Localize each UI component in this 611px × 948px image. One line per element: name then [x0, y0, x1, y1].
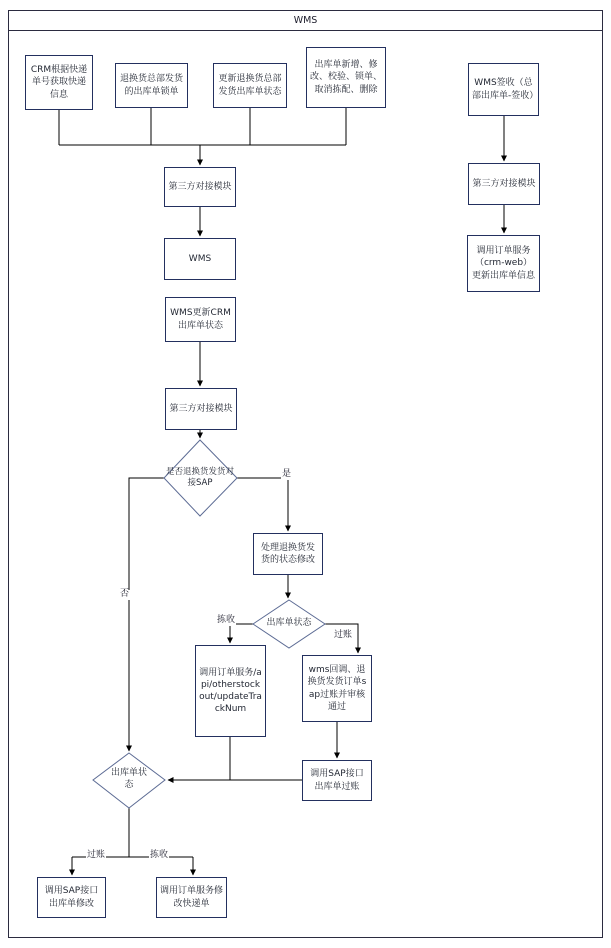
node-wms: WMS [164, 238, 236, 280]
node-call-order-crm: 调用订单服务（crm-web）更新出库单信息 [467, 235, 540, 292]
decision-sap-label: 是否退换货发货对接SAP [166, 466, 235, 488]
node-handle-return-status: 处理退换货发货的状态修改 [253, 533, 323, 575]
node-wms-update-crm: WMS更新CRM出库单状态 [165, 297, 236, 342]
edge-label-yes: 是 [282, 469, 292, 479]
node-outbound-ops: 出库单新增、修改、校验、锁单、取消拣配、删除 [306, 47, 386, 108]
connector-no [129, 478, 164, 751]
node-update-return-status: 更新退换货总部发货出库单状态 [213, 63, 287, 108]
node-order-modify: 调用订单服务修改快递单 [156, 877, 227, 918]
node-crm-get-express: CRM根据快递单号获取快递信息 [25, 55, 93, 110]
node-sap-modify: 调用SAP接口出库单修改 [37, 877, 106, 918]
node-return-lock: 退换货总部发货的出库单锁单 [115, 63, 188, 108]
node-third-party-module-1: 第三方对接模块 [164, 167, 236, 207]
edge-label-pick-1: 拣收 [217, 615, 236, 625]
node-call-order-api: 调用订单服务/api/otherstockout/updateTrackNum [195, 645, 266, 737]
node-third-party-module-2: 第三方对接模块 [165, 388, 237, 430]
edge-label-pick-2: 拣收 [150, 850, 169, 860]
diagram-title: WMS [293, 15, 318, 26]
decision-status2-label: 出库单状态 [110, 768, 147, 790]
node-sap-post: 调用SAP接口出库单过账 [302, 760, 372, 801]
edge-label-post-2: 过账 [87, 850, 106, 860]
connector-yes [237, 478, 288, 531]
connector-pick [230, 624, 253, 643]
decision-status1-label: 出库单状态 [266, 618, 312, 629]
node-wms-callback: wms回调、退换货发货订单sap过账并审核通过 [302, 655, 372, 722]
edge-label-post-1: 过账 [334, 630, 353, 640]
node-third-party-module-3: 第三方对接模块 [468, 163, 540, 205]
edge-label-no: 否 [120, 589, 130, 599]
node-wms-sign: WMS签收（总部出库单-签收） [468, 63, 539, 116]
